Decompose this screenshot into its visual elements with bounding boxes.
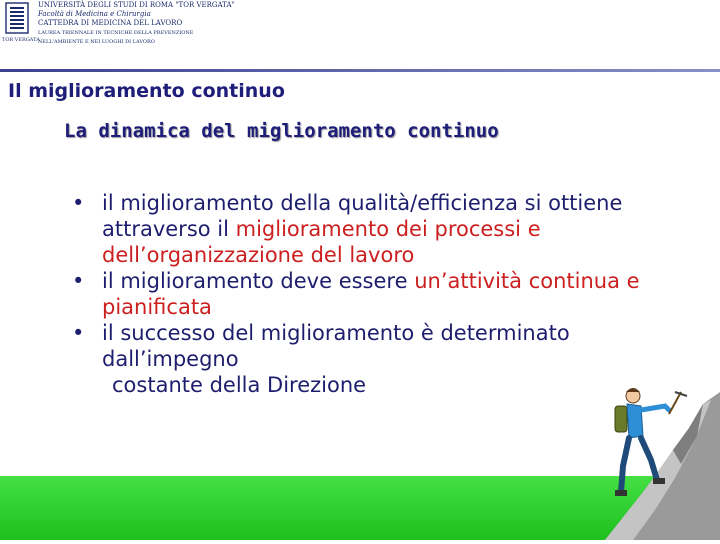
bullet-text: il miglioramento deve essere — [102, 269, 415, 293]
slide-subtitle: La dinamica del miglioramento continuo — [64, 120, 499, 142]
department-name: CATTEDRA DI MEDICINA DEL LAVORO — [38, 19, 183, 27]
bullet-item — [70, 190, 700, 268]
bullet-marker: • — [72, 191, 85, 215]
bullet-highlight: un’attività continua e pianificata — [102, 269, 640, 319]
bullet-text: il successo del miglioramento è determinato dall’impegno — [102, 321, 570, 371]
slide-header — [0, 0, 720, 72]
institution-block — [38, 1, 235, 46]
course-line-2: NELL'AMBIENTE E NEI LUOGHI DI LAVORO — [38, 39, 155, 45]
bullet-text: il miglioramento della qualità/efficienza si ottiene attraverso il — [102, 191, 623, 241]
university-crest-icon — [2, 2, 32, 42]
bullet-list — [70, 190, 700, 398]
faculty-name: Facoltà di Medicina e Chirurgia — [38, 10, 151, 18]
bullet-marker: • — [72, 321, 85, 345]
course-line-1: LAUREA TRIENNALE IN TECNICHE DELLA PREVENZIONE — [38, 30, 194, 36]
mountain-climber-icon — [585, 380, 720, 540]
bullet-text-continuation: costante della Direzione — [112, 373, 367, 397]
institution-name: UNIVERSITÀ DEGLI STUDI DI ROMA "TOR VERGATA" — [38, 1, 235, 9]
crest-caption: TOR VERGATA — [2, 37, 40, 43]
bullet-highlight: miglioramento dei processi e dell’organizzazione del lavoro — [102, 217, 541, 267]
slide-title: Il miglioramento continuo — [8, 80, 285, 102]
bullet-item — [70, 268, 700, 320]
header-divider — [0, 69, 720, 72]
bullet-marker: • — [72, 269, 85, 293]
